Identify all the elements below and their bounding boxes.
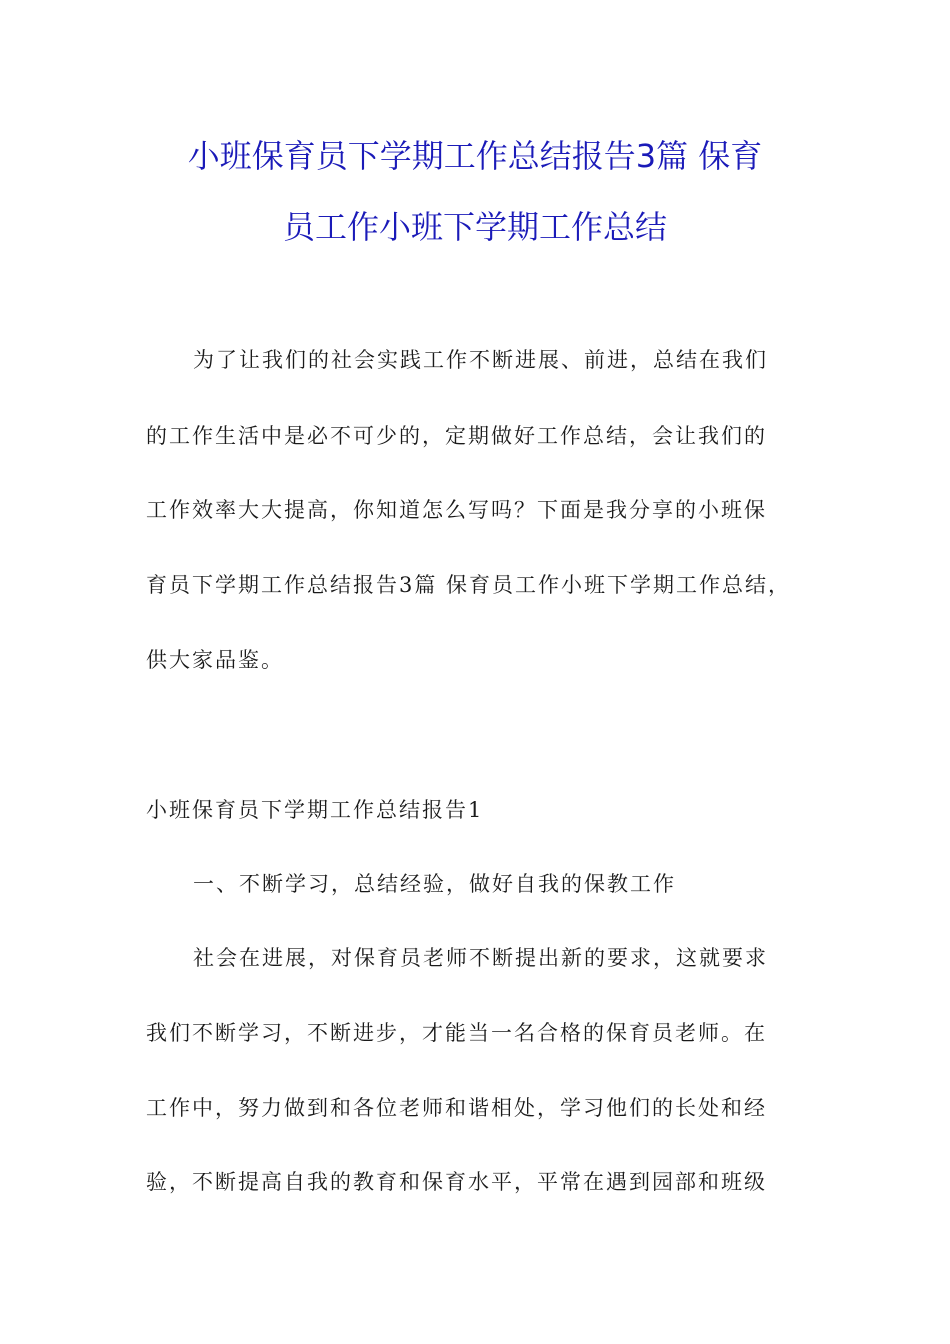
intro-line-3: 工作效率大大提高，你知道怎么写吗？下面是我分享的小班保 <box>146 498 767 522</box>
intro-line-2: 的工作生活中是必不可少的，定期做好工作总结，会让我们的 <box>146 424 767 448</box>
body-line-4: 验，不断提高自我的教育和保育水平，平常在遇到园部和班级 <box>146 1170 767 1194</box>
document-title-line-1: 小班保育员下学期工作总结报告3篇 保育 <box>187 137 763 175</box>
section-heading: 小班保育员下学期工作总结报告1 <box>146 798 484 822</box>
subheading: 一、不断学习，总结经验，做好自我的保教工作 <box>193 872 676 896</box>
body-line-1: 社会在进展，对保育员老师不断提出新的要求，这就要求 <box>193 946 768 970</box>
document-title-line-2: 员工作小班下学期工作总结 <box>282 208 667 246</box>
intro-line-5: 供大家品鉴。 <box>146 648 284 672</box>
intro-line-4: 育员下学期工作总结报告3篇 保育员工作小班下学期工作总结， <box>146 573 792 597</box>
body-line-3: 工作中，努力做到和各位老师和谐相处，学习他们的长处和经 <box>146 1096 767 1120</box>
intro-line-1: 为了让我们的社会实践工作不断进展、前进，总结在我们 <box>193 348 768 372</box>
body-line-2: 我们不断学习，不断进步，才能当一名合格的保育员老师。在 <box>146 1021 767 1045</box>
